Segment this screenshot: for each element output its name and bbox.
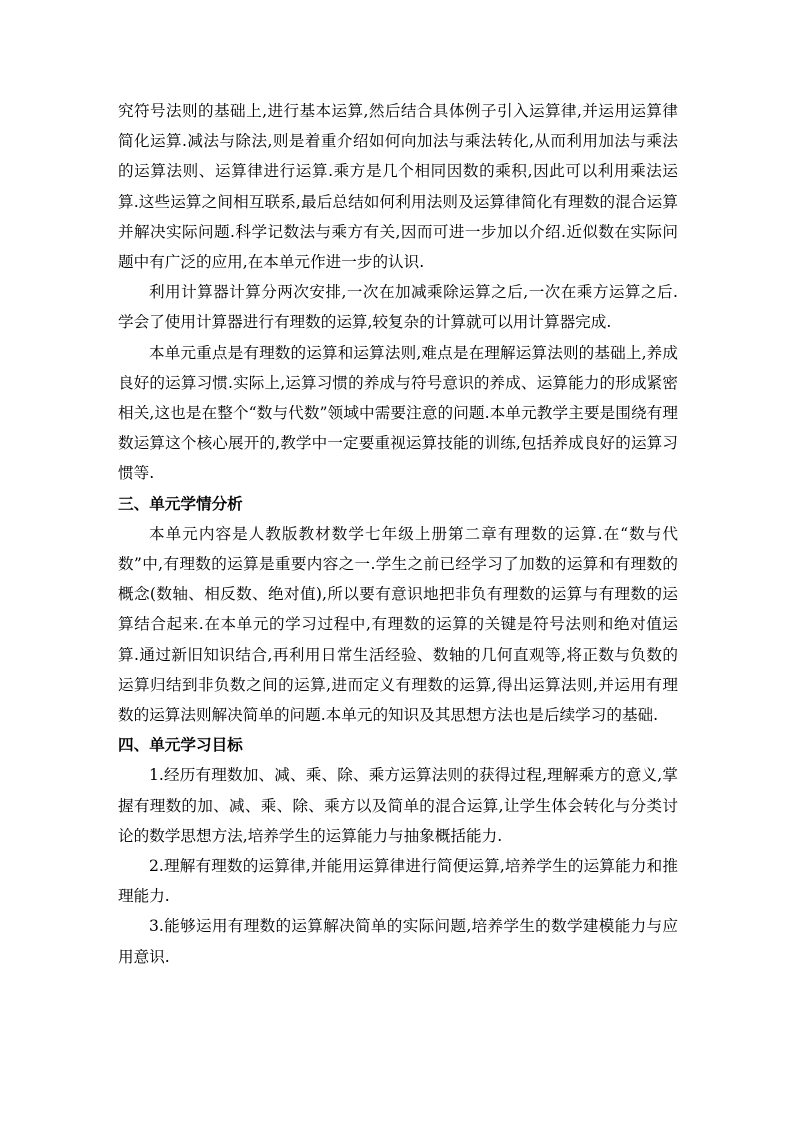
section-heading-analysis: 三、单元学情分析 [118,494,243,513]
paragraph-calculator: 利用计算器计算分两次安排,一次在加减乘除运算之后,一次在乘方运算之后.学会了使用计算器进行有理数的运算,较复杂的计算就可以用计算器完成. [118,283,678,332]
document-page [118,96,678,972]
goal-item-3: 3.能够运用有理数的运算解决简单的实际问题,培养学生的数学建模能力与应用意识. [118,917,678,966]
paragraph-focus: 本单元重点是有理数的运算和运算法则,难点是在理解运算法则的基础上,养成良好的运算习惯.实际上,运算习惯的养成与符号意识的养成、运算能力的形成紧密相关,这也是在整个“数与代数”领域中需要注意的问题.本单元教学主要是围绕有理数运算这个核心展开的,教学中一定要重视运算技能的训练,包括养成良好的运算习惯等. [118,343,678,483]
paragraph-analysis: 本单元内容是人教版教材数学七年级上册第二章有理数的运算.在“数与代数”中,有理数的运算是重要内容之一.学生之前已经学习了加数的运算和有理数的概念(数轴、相反数、绝对值),所以要有意识地把非负有理数的运算与有理数的运算结合起来.在本单元的学习过程中,有理数的运算的关键是符号法则和绝对值运算.通过新旧知识结合,再利用日常生活经验、数轴的几何直观等,将正数与负数的运算归结到非负数之间的运算,进而定义有理数的运算,得出运算法则,并运用有理数的运算法则解决简单的问题.本单元的知识及其思想方法也是后续学习的基础. [118,524,678,725]
goal-item-1: 1.经历有理数加、减、乘、除、乘方运算法则的获得过程,理解乘方的意义,掌握有理数的加、减、乘、除、乘方以及简单的混合运算,让学生体会转化与分类讨论的数学思想方法,培养学生的运算能力与抽象概括能力. [118,766,678,845]
section-heading-goals: 四、单元学习目标 [118,736,243,755]
goal-item-2: 2.理解有理数的运算律,并能用运算律进行简便运算,培养学生的运算能力和推理能力. [118,857,678,906]
paragraph-intro: 究符号法则的基础上,进行基本运算,然后结合具体例子引入运算律,并运用运算律简化运算.减法与除法,则是着重介绍如何向加法与乘法转化,从而利用加法与乘法的运算法则、运算律进行运算.乘方是几个相同因数的乘积,因此可以利用乘法运算.这些运算之间相互联系,最后总结如何利用法则及运算律简化有理数的混合运算并解决实际问题.科学记数法与乘方有关,因而可进一步加以介绍.近似数在实际问题中有广泛的应用,在本单元作进一步的认识. [118,102,678,272]
